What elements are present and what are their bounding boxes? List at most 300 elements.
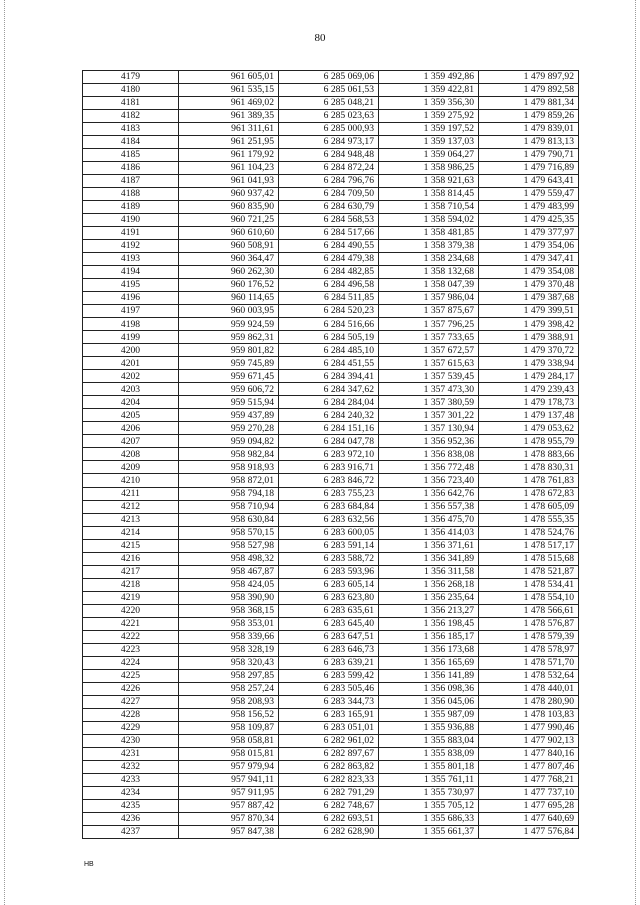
coordinate-cell: 1 478 440,01	[479, 682, 579, 695]
coordinate-cell: 958 368,15	[179, 604, 279, 617]
coordinate-cell: 1 356 173,68	[379, 643, 479, 656]
coordinate-cell: 1 479 716,89	[479, 162, 579, 175]
table-row	[83, 461, 579, 474]
point-number-cell: 4193	[83, 253, 179, 266]
point-number-cell: 4210	[83, 474, 179, 487]
coordinate-cell: 1 478 955,79	[479, 435, 579, 448]
coordinate-cell: 1 355 686,33	[379, 812, 479, 825]
coordinate-cell: 6 284 630,79	[279, 201, 379, 214]
coordinate-cell: 960 114,65	[179, 292, 279, 305]
table-row	[83, 695, 579, 708]
coordinate-cell: 1 355 936,88	[379, 721, 479, 734]
point-number-cell: 4187	[83, 175, 179, 188]
coordinate-cell: 1 359 422,81	[379, 84, 479, 97]
coordinate-cell: 958 527,98	[179, 539, 279, 552]
coordinate-cell: 958 156,52	[179, 708, 279, 721]
table-row	[83, 552, 579, 565]
coordinate-cell: 6 284 490,55	[279, 240, 379, 253]
coordinate-cell: 1 359 064,27	[379, 149, 479, 162]
coordinate-cell: 960 003,95	[179, 305, 279, 318]
coordinate-cell: 957 847,38	[179, 825, 279, 838]
table-row	[83, 123, 579, 136]
point-number-cell: 4180	[83, 84, 179, 97]
point-number-cell: 4232	[83, 760, 179, 773]
coordinate-cell: 1 479 347,41	[479, 253, 579, 266]
coordinate-cell: 6 284 485,10	[279, 344, 379, 357]
coordinate-cell: 957 979,94	[179, 760, 279, 773]
coordinate-cell: 1 479 284,17	[479, 370, 579, 383]
table-row	[83, 188, 579, 201]
coordinate-cell: 1 358 132,68	[379, 266, 479, 279]
coordinate-cell: 958 390,90	[179, 591, 279, 604]
coordinate-cell: 6 284 948,48	[279, 149, 379, 162]
coordinates-table-body	[83, 71, 579, 839]
coordinate-cell: 1 359 137,03	[379, 136, 479, 149]
point-number-cell: 4211	[83, 487, 179, 500]
coordinate-cell: 1 479 643,41	[479, 175, 579, 188]
coordinate-cell: 1 479 137,48	[479, 409, 579, 422]
point-number-cell: 4194	[83, 266, 179, 279]
table-row	[83, 448, 579, 461]
coordinate-cell: 6 283 600,05	[279, 526, 379, 539]
table-row	[83, 773, 579, 786]
coordinate-cell: 958 058,81	[179, 734, 279, 747]
point-number-cell: 4184	[83, 136, 179, 149]
point-number-cell: 4208	[83, 448, 179, 461]
coordinate-cell: 1 478 554,10	[479, 591, 579, 604]
table-row	[83, 630, 579, 643]
coordinate-cell: 958 630,84	[179, 513, 279, 526]
coordinate-cell: 1 358 481,85	[379, 227, 479, 240]
coordinate-cell: 1 355 761,11	[379, 773, 479, 786]
table-row	[83, 786, 579, 799]
coordinate-cell: 961 469,02	[179, 97, 279, 110]
point-number-cell: 4205	[83, 409, 179, 422]
coordinate-cell: 958 015,81	[179, 747, 279, 760]
coordinate-cell: 1 355 838,09	[379, 747, 479, 760]
table-row	[83, 578, 579, 591]
coordinate-cell: 1 359 492,86	[379, 71, 479, 84]
coordinate-cell: 1 357 796,25	[379, 318, 479, 331]
point-number-cell: 4202	[83, 370, 179, 383]
coordinate-cell: 961 179,92	[179, 149, 279, 162]
coordinate-cell: 1 357 539,45	[379, 370, 479, 383]
coordinate-cell: 959 270,28	[179, 422, 279, 435]
coordinate-cell: 6 284 511,85	[279, 292, 379, 305]
coordinate-cell: 1 357 473,30	[379, 383, 479, 396]
table-row	[83, 604, 579, 617]
coordinate-cell: 1 355 705,12	[379, 799, 479, 812]
coordinate-cell: 1 358 234,68	[379, 253, 479, 266]
coordinate-cell: 6 285 048,21	[279, 97, 379, 110]
coordinate-cell: 957 887,42	[179, 799, 279, 812]
coordinate-cell: 1 359 275,92	[379, 110, 479, 123]
coordinate-cell: 1 478 578,97	[479, 643, 579, 656]
coordinate-cell: 1 479 398,42	[479, 318, 579, 331]
coordinate-cell: 6 283 344,73	[279, 695, 379, 708]
coordinate-cell: 6 284 240,32	[279, 409, 379, 422]
coordinate-cell: 1 356 235,64	[379, 591, 479, 604]
table-row	[83, 617, 579, 630]
coordinate-cell: 1 358 047,39	[379, 279, 479, 292]
point-number-cell: 4200	[83, 344, 179, 357]
coordinate-cell: 1 479 425,35	[479, 214, 579, 227]
coordinate-cell: 1 479 354,08	[479, 266, 579, 279]
coordinate-cell: 1 479 239,43	[479, 383, 579, 396]
table-row	[83, 227, 579, 240]
coordinate-cell: 1 356 213,27	[379, 604, 479, 617]
coordinate-cell: 1 478 524,76	[479, 526, 579, 539]
coordinate-cell: 957 870,34	[179, 812, 279, 825]
coordinate-cell: 957 941,11	[179, 773, 279, 786]
coordinate-cell: 1 479 483,99	[479, 201, 579, 214]
coordinate-cell: 6 283 916,71	[279, 461, 379, 474]
coordinate-cell: 961 104,23	[179, 162, 279, 175]
coordinate-cell: 6 285 061,53	[279, 84, 379, 97]
coordinate-cell: 959 801,82	[179, 344, 279, 357]
coordinate-cell: 6 283 647,51	[279, 630, 379, 643]
coordinate-cell: 6 283 755,23	[279, 487, 379, 500]
coordinate-cell: 1 357 301,22	[379, 409, 479, 422]
coordinate-cell: 1 356 045,06	[379, 695, 479, 708]
coordinate-cell: 1 477 576,84	[479, 825, 579, 838]
point-number-cell: 4219	[83, 591, 179, 604]
table-row	[83, 383, 579, 396]
table-row	[83, 84, 579, 97]
coordinate-cell: 1 479 053,62	[479, 422, 579, 435]
table-row	[83, 149, 579, 162]
coordinate-cell: 958 498,32	[179, 552, 279, 565]
coordinate-cell: 1 355 661,37	[379, 825, 479, 838]
coordinate-cell: 1 356 772,48	[379, 461, 479, 474]
coordinate-cell: 6 284 496,58	[279, 279, 379, 292]
point-number-cell: 4198	[83, 318, 179, 331]
coordinate-cell: 958 710,94	[179, 500, 279, 513]
coordinate-cell: 1 358 986,25	[379, 162, 479, 175]
point-number-cell: 4230	[83, 734, 179, 747]
coordinate-cell: 961 041,93	[179, 175, 279, 188]
coordinate-cell: 1 357 672,57	[379, 344, 479, 357]
coordinate-cell: 6 282 897,67	[279, 747, 379, 760]
coordinate-cell: 961 535,15	[179, 84, 279, 97]
coordinates-table	[82, 70, 579, 839]
coordinate-cell: 958 467,87	[179, 565, 279, 578]
coordinate-cell: 958 297,85	[179, 669, 279, 682]
table-row	[83, 487, 579, 500]
point-number-cell: 4207	[83, 435, 179, 448]
point-number-cell: 4195	[83, 279, 179, 292]
table-row	[83, 721, 579, 734]
coordinate-cell: 1 478 555,35	[479, 513, 579, 526]
point-number-cell: 4236	[83, 812, 179, 825]
coordinate-cell: 1 359 356,30	[379, 97, 479, 110]
coordinate-cell: 1 357 733,65	[379, 331, 479, 344]
point-number-cell: 4197	[83, 305, 179, 318]
coordinate-cell: 6 282 961,02	[279, 734, 379, 747]
coordinate-cell: 1 356 185,17	[379, 630, 479, 643]
coordinate-cell: 6 282 748,67	[279, 799, 379, 812]
coordinate-cell: 6 283 639,21	[279, 656, 379, 669]
table-row	[83, 97, 579, 110]
table-row	[83, 591, 579, 604]
coordinate-cell: 1 477 807,46	[479, 760, 579, 773]
coordinate-cell: 1 358 710,54	[379, 201, 479, 214]
coordinate-cell: 6 283 972,10	[279, 448, 379, 461]
point-number-cell: 4223	[83, 643, 179, 656]
coordinate-cell: 1 479 881,34	[479, 97, 579, 110]
point-number-cell: 4233	[83, 773, 179, 786]
coordinate-cell: 959 924,59	[179, 318, 279, 331]
point-number-cell: 4203	[83, 383, 179, 396]
point-number-cell: 4221	[83, 617, 179, 630]
coordinate-cell: 960 262,30	[179, 266, 279, 279]
coordinate-cell: 1 356 952,36	[379, 435, 479, 448]
coordinate-cell: 958 320,43	[179, 656, 279, 669]
coordinate-cell: 6 283 632,56	[279, 513, 379, 526]
table-row	[83, 201, 579, 214]
coordinate-cell: 1 478 571,70	[479, 656, 579, 669]
table-row	[83, 825, 579, 838]
coordinate-cell: 6 283 165,91	[279, 708, 379, 721]
coordinate-cell: 1 479 859,26	[479, 110, 579, 123]
coordinate-cell: 1 477 990,46	[479, 721, 579, 734]
coordinate-cell: 6 283 605,14	[279, 578, 379, 591]
coordinate-cell: 1 478 579,39	[479, 630, 579, 643]
coordinate-cell: 6 285 000,93	[279, 123, 379, 136]
point-number-cell: 4190	[83, 214, 179, 227]
coordinate-cell: 960 364,47	[179, 253, 279, 266]
point-number-cell: 4181	[83, 97, 179, 110]
coordinate-cell: 960 610,60	[179, 227, 279, 240]
coordinate-cell: 1 477 768,21	[479, 773, 579, 786]
point-number-cell: 4235	[83, 799, 179, 812]
scan-edge-left	[0, 0, 5, 905]
coordinate-cell: 1 478 103,83	[479, 708, 579, 721]
coordinate-cell: 1 477 640,69	[479, 812, 579, 825]
point-number-cell: 4213	[83, 513, 179, 526]
point-number-cell: 4206	[83, 422, 179, 435]
point-number-cell: 4216	[83, 552, 179, 565]
coordinate-cell: 959 671,45	[179, 370, 279, 383]
coordinate-cell: 1 357 615,63	[379, 357, 479, 370]
coordinate-cell: 6 282 863,82	[279, 760, 379, 773]
coordinate-cell: 1 479 387,68	[479, 292, 579, 305]
coordinate-cell: 6 284 709,50	[279, 188, 379, 201]
coordinate-cell: 6 284 047,78	[279, 435, 379, 448]
coordinate-cell: 6 284 479,38	[279, 253, 379, 266]
coordinate-cell: 1 478 521,87	[479, 565, 579, 578]
coordinate-cell: 961 311,61	[179, 123, 279, 136]
coordinate-cell: 1 478 532,64	[479, 669, 579, 682]
coordinate-cell: 1 358 921,63	[379, 175, 479, 188]
table-row	[83, 812, 579, 825]
table-row	[83, 136, 579, 149]
coordinate-cell: 1 356 311,58	[379, 565, 479, 578]
coordinate-cell: 1 477 695,28	[479, 799, 579, 812]
coordinate-cell: 1 358 814,45	[379, 188, 479, 201]
point-number-cell: 4199	[83, 331, 179, 344]
table-row	[83, 370, 579, 383]
point-number-cell: 4224	[83, 656, 179, 669]
coordinate-cell: 1 356 141,89	[379, 669, 479, 682]
page-number: 80	[314, 32, 326, 44]
coordinate-cell: 1 359 197,52	[379, 123, 479, 136]
table-row	[83, 734, 579, 747]
table-row	[83, 708, 579, 721]
table-row	[83, 357, 579, 370]
table-row	[83, 305, 579, 318]
coordinate-cell: 958 570,15	[179, 526, 279, 539]
coordinate-cell: 6 284 151,16	[279, 422, 379, 435]
table-row	[83, 253, 579, 266]
coordinate-cell: 6 283 599,42	[279, 669, 379, 682]
coordinate-cell: 958 918,93	[179, 461, 279, 474]
coordinate-cell: 1 356 475,70	[379, 513, 479, 526]
coordinate-cell: 1 357 986,04	[379, 292, 479, 305]
table-row	[83, 513, 579, 526]
table-row	[83, 318, 579, 331]
table-row	[83, 331, 579, 344]
coordinate-cell: 1 478 515,68	[479, 552, 579, 565]
table-row	[83, 526, 579, 539]
coordinate-cell: 1 479 370,72	[479, 344, 579, 357]
coordinate-cell: 1 478 566,61	[479, 604, 579, 617]
table-row	[83, 747, 579, 760]
coordinate-cell: 1 355 883,04	[379, 734, 479, 747]
table-row	[83, 240, 579, 253]
coordinate-cell: 1 479 388,91	[479, 331, 579, 344]
table-row	[83, 396, 579, 409]
coordinate-cell: 6 282 693,51	[279, 812, 379, 825]
coordinate-cell: 6 283 588,72	[279, 552, 379, 565]
coordinate-cell: 1 477 737,10	[479, 786, 579, 799]
coordinate-cell: 1 478 672,83	[479, 487, 579, 500]
coordinate-cell: 6 284 520,23	[279, 305, 379, 318]
coordinate-cell: 1 355 987,09	[379, 708, 479, 721]
coordinate-cell: 959 862,31	[179, 331, 279, 344]
table-row	[83, 539, 579, 552]
table-row	[83, 409, 579, 422]
coordinate-cell: 961 605,01	[179, 71, 279, 84]
coordinate-cell: 6 284 517,66	[279, 227, 379, 240]
table-row	[83, 71, 579, 84]
coordinate-cell: 6 283 646,73	[279, 643, 379, 656]
coordinate-cell: 960 721,25	[179, 214, 279, 227]
table-row	[83, 760, 579, 773]
coordinate-cell: 6 283 623,80	[279, 591, 379, 604]
scan-edge-right	[635, 0, 640, 905]
point-number-cell: 4217	[83, 565, 179, 578]
coordinate-cell: 6 283 684,84	[279, 500, 379, 513]
coordinate-cell: 1 478 280,90	[479, 695, 579, 708]
table-row	[83, 344, 579, 357]
coordinate-cell: 959 606,72	[179, 383, 279, 396]
point-number-cell: 4229	[83, 721, 179, 734]
coordinate-cell: 1 479 377,97	[479, 227, 579, 240]
coordinate-cell: 1 477 902,13	[479, 734, 579, 747]
table-row	[83, 214, 579, 227]
table-row	[83, 669, 579, 682]
coordinate-cell: 960 835,90	[179, 201, 279, 214]
coordinate-cell: 1 478 830,31	[479, 461, 579, 474]
coordinate-cell: 1 477 840,16	[479, 747, 579, 760]
coordinate-cell: 6 283 846,72	[279, 474, 379, 487]
point-number-cell: 4189	[83, 201, 179, 214]
table-row	[83, 292, 579, 305]
coordinate-cell: 6 284 451,55	[279, 357, 379, 370]
coordinate-cell: 6 282 791,29	[279, 786, 379, 799]
table-row	[83, 643, 579, 656]
coordinate-cell: 958 424,05	[179, 578, 279, 591]
coordinate-cell: 6 284 796,76	[279, 175, 379, 188]
point-number-cell: 4234	[83, 786, 179, 799]
coordinate-cell: 1 357 130,94	[379, 422, 479, 435]
coordinate-cell: 6 284 568,53	[279, 214, 379, 227]
coordinate-cell: 959 094,82	[179, 435, 279, 448]
coordinate-cell: 958 208,93	[179, 695, 279, 708]
coordinate-cell: 1 479 370,48	[479, 279, 579, 292]
coordinate-cell: 1 479 559,47	[479, 188, 579, 201]
coordinate-cell: 1 356 557,38	[379, 500, 479, 513]
point-number-cell: 4185	[83, 149, 179, 162]
coordinate-cell: 961 251,95	[179, 136, 279, 149]
coordinate-cell: 6 284 482,85	[279, 266, 379, 279]
coordinate-cell: 1 355 801,18	[379, 760, 479, 773]
coordinate-cell: 1 478 517,17	[479, 539, 579, 552]
coordinate-cell: 960 176,52	[179, 279, 279, 292]
coordinate-cell: 1 356 098,36	[379, 682, 479, 695]
coordinate-cell: 6 284 347,62	[279, 383, 379, 396]
coordinate-cell: 1 479 354,06	[479, 240, 579, 253]
coordinate-cell: 6 284 394,41	[279, 370, 379, 383]
coordinate-cell: 1 479 892,58	[479, 84, 579, 97]
coordinate-cell: 958 109,87	[179, 721, 279, 734]
coordinate-cell: 1 478 883,66	[479, 448, 579, 461]
coordinate-cell: 1 479 790,71	[479, 149, 579, 162]
coordinate-cell: 6 283 505,46	[279, 682, 379, 695]
point-number-cell: 4220	[83, 604, 179, 617]
table-row	[83, 162, 579, 175]
table-row	[83, 474, 579, 487]
coordinate-cell: 1 478 761,83	[479, 474, 579, 487]
coordinate-cell: 958 328,19	[179, 643, 279, 656]
coordinate-cell: 1 479 839,01	[479, 123, 579, 136]
coordinate-cell: 958 353,01	[179, 617, 279, 630]
coordinate-cell: 961 389,35	[179, 110, 279, 123]
coordinate-cell: 1 358 594,02	[379, 214, 479, 227]
table-row	[83, 435, 579, 448]
coordinate-cell: 6 284 872,24	[279, 162, 379, 175]
coordinate-cell: 6 285 069,06	[279, 71, 379, 84]
coordinate-cell: 959 437,89	[179, 409, 279, 422]
point-number-cell: 4237	[83, 825, 179, 838]
point-number-cell: 4215	[83, 539, 179, 552]
table-row	[83, 799, 579, 812]
coordinate-cell: 1 479 178,73	[479, 396, 579, 409]
coordinate-cell: 957 911,95	[179, 786, 279, 799]
point-number-cell: 4191	[83, 227, 179, 240]
table-row	[83, 565, 579, 578]
point-number-cell: 4192	[83, 240, 179, 253]
coordinate-cell: 6 284 505,19	[279, 331, 379, 344]
table-row	[83, 175, 579, 188]
coordinate-cell: 6 283 591,14	[279, 539, 379, 552]
point-number-cell: 4204	[83, 396, 179, 409]
point-number-cell: 4228	[83, 708, 179, 721]
point-number-cell: 4222	[83, 630, 179, 643]
point-number-cell: 4218	[83, 578, 179, 591]
point-number-cell: 4214	[83, 526, 179, 539]
